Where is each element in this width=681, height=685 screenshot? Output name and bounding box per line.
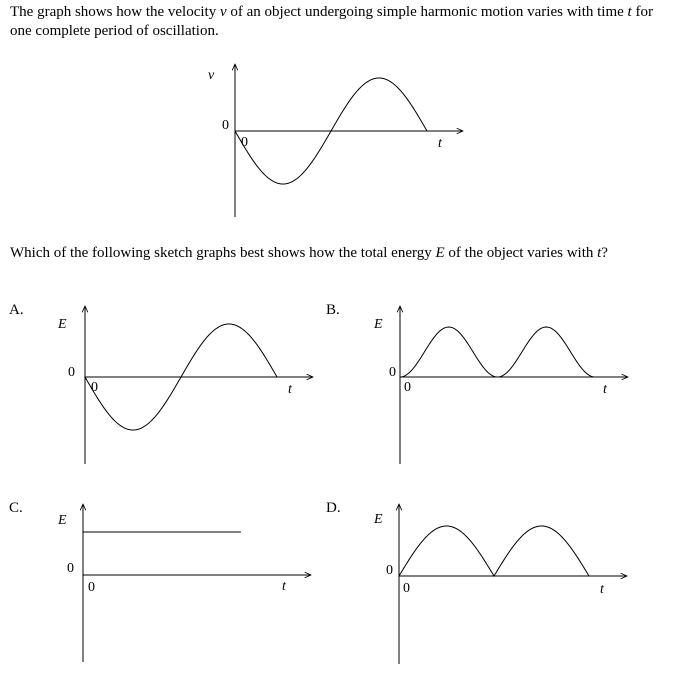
stem-var-t: t [627,4,632,20]
stem-text-1: The graph shows how the velocity [10,4,220,20]
prompt-text-1: Which of the following sketch graphs best shows how the total energy [10,245,436,261]
main-graph [208,64,463,217]
option-d-label[interactable]: D. [326,500,341,516]
option-a-label[interactable]: A. [9,302,24,318]
main-y-label: v [208,68,215,83]
c-origin-label-2: 0 [88,580,95,595]
option-b-graph[interactable] [373,306,628,464]
prompt-var-t: t [597,245,602,261]
a-origin-label: 0 [68,365,75,380]
option-c-graph[interactable] [57,504,311,662]
a-y-label: E [58,317,67,332]
main-x-label: t [438,136,442,151]
option-d-graph[interactable] [373,504,627,664]
stem-text-3: for one complete period of oscillation. [10,4,653,39]
prompt-var-E: E [435,245,445,261]
d-y-label: E [374,512,383,527]
d-origin-label: 0 [386,563,393,578]
d-x-label: t [600,582,604,597]
c-origin-label: 0 [67,561,74,576]
c-y-label: E [58,513,67,528]
option-b-label[interactable]: B. [326,302,340,318]
b-x-label: t [603,382,607,397]
option-a-graph[interactable] [57,306,313,464]
b-origin-label-2: 0 [404,380,411,395]
prompt-text-2: of the object varies with [444,245,598,261]
d-energy-curve [399,526,589,576]
d-origin-label-2: 0 [403,581,410,596]
b-y-label: E [374,317,383,332]
b-energy-curve [400,327,595,377]
a-origin-label-2: 0 [91,380,98,395]
b-origin-label: 0 [389,365,396,380]
stem-text-2: of an object undergoing simple harmonic motion varies with time [226,4,628,20]
c-x-label: t [282,579,286,594]
stem-var-v: v [219,4,227,20]
option-c-label[interactable]: C. [9,500,23,516]
main-origin-label: 0 [222,118,229,133]
prompt-text-3: ? [601,245,608,261]
main-origin-label-2: 0 [241,135,248,150]
a-x-label: t [288,382,292,397]
